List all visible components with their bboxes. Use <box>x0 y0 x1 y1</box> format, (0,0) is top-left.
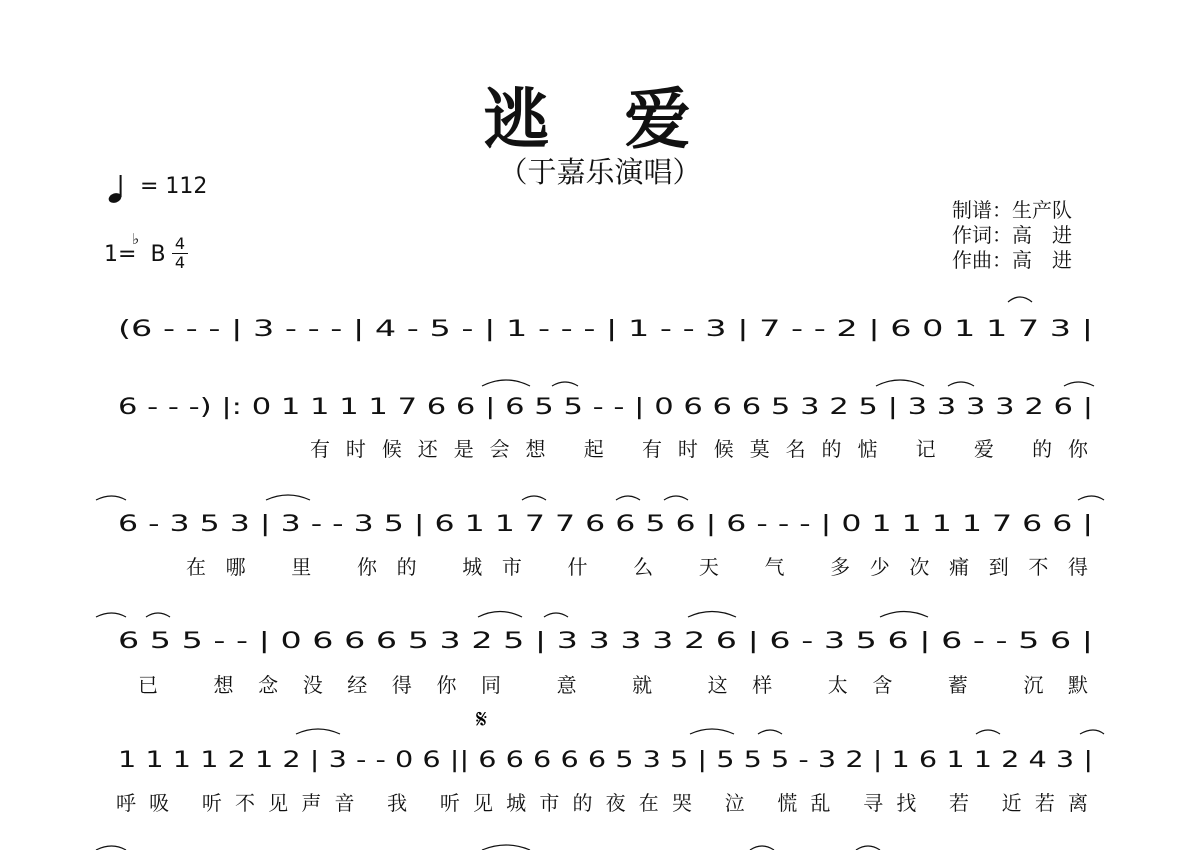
segno-icon: 𝄋 <box>476 705 488 735</box>
lyric-line: 已 想念没经得你同 意 就 这样 太含 蓄 沉默 <box>138 673 1088 697</box>
credit-label: 作词： <box>952 223 1012 247</box>
credit-value: 生产队 <box>1012 198 1072 222</box>
key-note: B <box>150 242 166 267</box>
score-line-4 <box>118 629 1093 697</box>
slur-marks-cut <box>96 845 880 850</box>
credit-label: 制谱： <box>952 198 1012 222</box>
score-line-5 <box>116 748 1093 815</box>
song-subtitle: （于嘉乐演唱） <box>498 155 702 189</box>
flat-icon: ♭ <box>132 230 140 248</box>
notation-line: 6 - 3 5 3 | 3 - - 3 5 | 6 1 1 7 7 6 6 5 6 | 6 - - - | 0 1 1 1 1 7 6 6 | <box>118 512 1093 537</box>
notation-line: 6 5 5 - - | 0 6 6 6 5 3 2 5 | 3 3 3 3 2 6 | 6 - 3 5 6 | 6 - - 5 6 | <box>118 629 1093 654</box>
credit-value: 高 进 <box>1012 248 1072 272</box>
time-signature-bottom: 4 <box>174 253 186 272</box>
lyric-line: 有时候还是会想 起 有时候莫名的惦 记 爱 的你 <box>310 437 1088 461</box>
score-line-1 <box>118 317 1093 342</box>
score-line-3 <box>118 512 1093 579</box>
notation-line: 6 - - -) |: 0 1 1 1 1 7 6 6 | 6 5 5 - - | 0 6 6 6 5 3 2 5 | 3 3 3 3 2 6 | <box>118 395 1093 420</box>
song-title: 逃 爱 <box>483 81 717 158</box>
tempo-marking: = 112 <box>140 174 208 199</box>
credit-label: 作曲： <box>952 248 1012 272</box>
credit-value: 高 进 <box>1012 223 1072 247</box>
time-signature-top: 4 <box>174 234 186 253</box>
lyric-line: 呼吸 听不见声音 我 听见城市的夜在哭 泣 慌乱 寻找 若 近若离 <box>116 791 1088 815</box>
score-line-2 <box>118 395 1093 461</box>
notation-line: 1 1 1 1 2 1 2 | 3 - - 0 6 || 6 6 6 6 6 5 3 5 | 5 5 5 - 3 2 | 1 6 1 1 2 4 3 | <box>118 748 1093 773</box>
notation-line: (6 - - - | 3 - - - | 4 - 5 - | 1 - - - | 1 - - 3 | 7 - - 2 | 6 0 1 1 7 3 | <box>118 317 1093 342</box>
lyric-line: 在哪 里 你的 城市 什 么 天 气 多少次痛到不得 <box>186 555 1088 579</box>
key-prefix: 1= <box>104 242 137 267</box>
